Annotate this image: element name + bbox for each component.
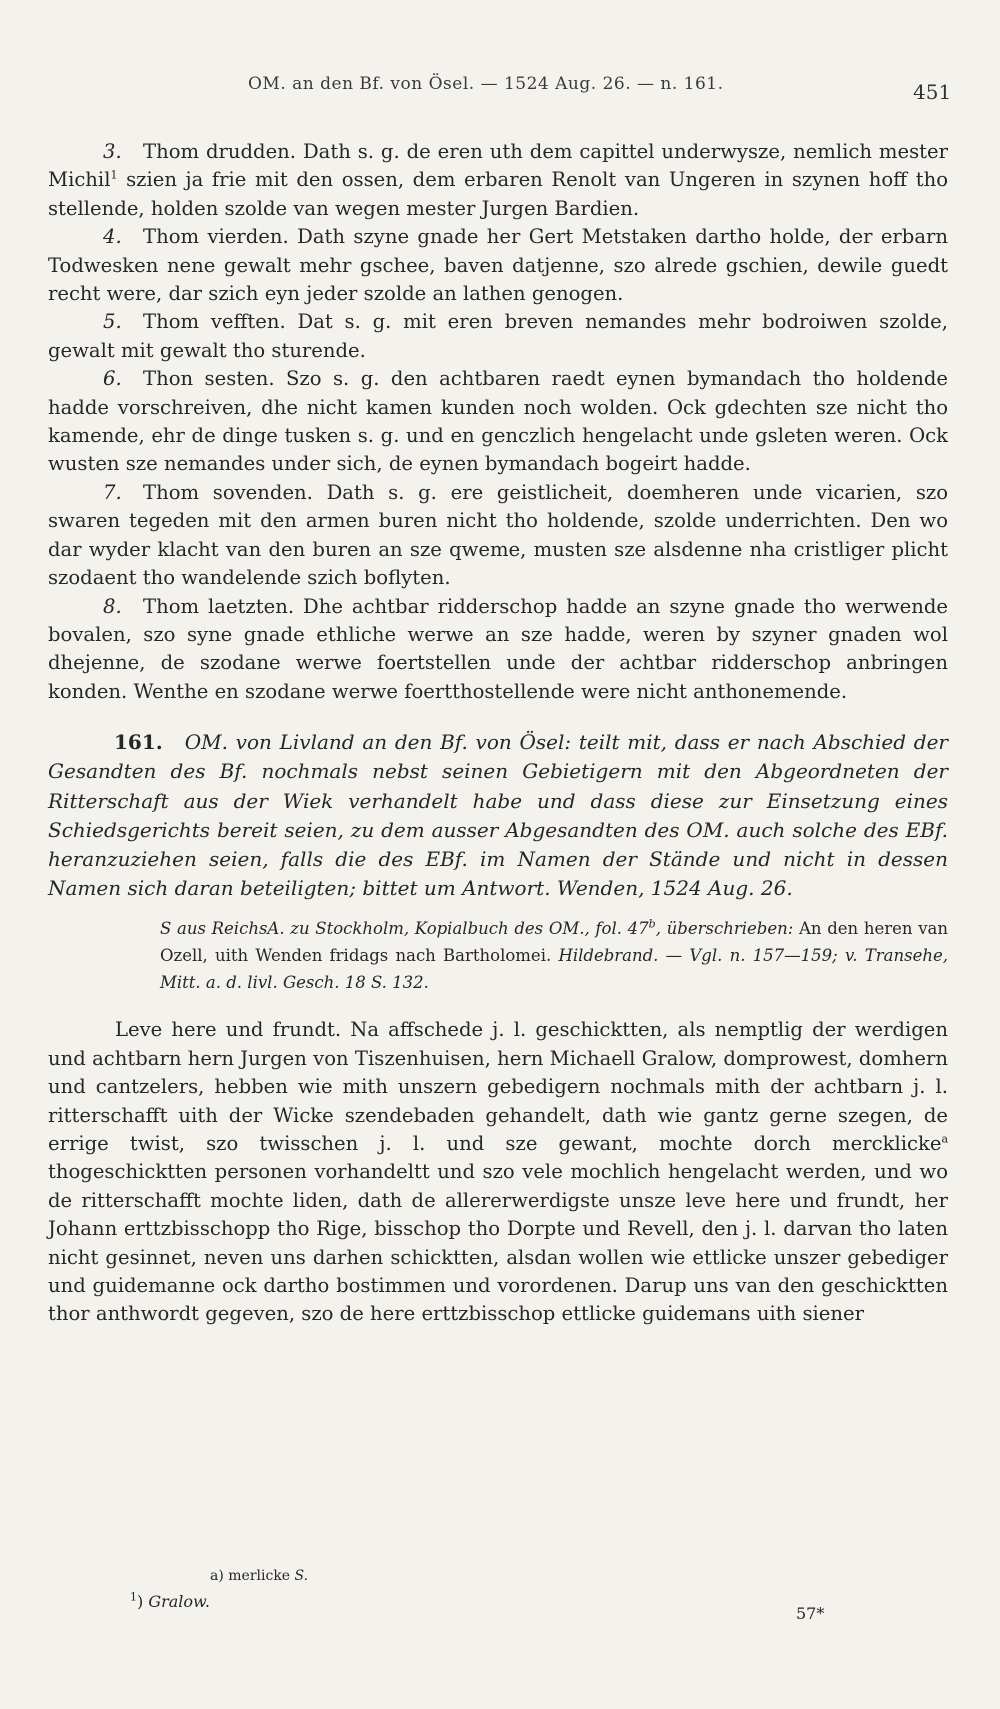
point-3 [48, 138, 948, 223]
footnote-text: merlicke [228, 1568, 291, 1584]
point-text: Thom drudden. Dath s. g. de eren uth dem capittel underwysze, nemlich mester Michil [48, 140, 948, 192]
footnote-label: 1 [130, 1590, 137, 1604]
point-text: Thon sesten. Szo s. g. den achtbaren raedt eynen bymandach tho holdende hadde vorschreiven, dhe nicht kamen kunden noch wolden. Ock gdechten sze nicht tho kamende, ehr de dinge tusken s. g. und en genczlich hengelacht unde gsleten weren. Ock wusten sze nemandes under sich, de eynen bymandach bogeirt hadde. [48, 367, 948, 476]
document-number: 161. [114, 730, 163, 755]
point-8 [48, 593, 948, 707]
point-6 [48, 365, 948, 479]
factual-footnote: $^1$) Gralow. [130, 1590, 210, 1611]
point-number: 6. [103, 367, 122, 391]
footnote-label: a) [210, 1568, 224, 1584]
letter-text [48, 1016, 948, 1328]
point-number: 3. [103, 140, 122, 163]
variant-footnote [210, 1568, 308, 1584]
page-number: 451 [913, 80, 952, 104]
source-address: An den heren van Ozell, uith Wenden fridags nach Bartholomei. [160, 919, 948, 966]
point-text: Thom sovenden. Dath s. g. ere geistlicheit, doemheren unde vicarien, szo swaren tegeden mit den armen buren nicht tho holdende, szolde underrichten. Den wo dar wyder klacht van den buren an sze qweme, musten sze alsdenne nha cristliger plicht szodaent tho wandelende szich boflyten. [48, 480, 948, 590]
point-number: 7. [103, 480, 122, 504]
folio-superscript: b [648, 917, 656, 931]
main-text [48, 138, 948, 1329]
point-number: 5. [103, 310, 122, 334]
footnote-ref: 1 [110, 168, 118, 182]
letter-body: Leve here und frundt. Na affschede j. l. geschicktten, als nemptlig der werdigen und achtbarn hern Jurgen von Tiszenhuisen, hern Michaell Gralow, domprowest, domhern und cantzelers, hebben wie mith unszern gebedigern nochmals mith der achtbarn j. l. ritterschafft uith der Wicke szendebaden gehandelt, dath wie gantz gerne szegen, de errige twist, szo twisschen j. l. und sze gewant, mochte dorch mercklicke [48, 1018, 948, 1155]
document-regest [48, 728, 948, 903]
point-5 [48, 308, 948, 365]
point-text-cont: szien ja frie mit den ossen, dem erbaren Renolt van Ungeren in szynen hoff tho stellende, holden szolde van wegen mester Jurgen Bardien. [48, 168, 948, 220]
point-4 [48, 223, 948, 308]
point-text: Thom laetzten. Dhe achtbar ridderschop hadde an szyne gnade tho werwende bovalen, szo syne gnade ethliche werwe an sze hadde, weren by szyner gnaden wol dhejenne, de szodane werwe foertstellen unde der achtbar ridderschop anbringen konden. Wenthe en szodane werwe foertthostellende were nicht anthonemende. [48, 594, 948, 703]
point-number: 8. [103, 594, 122, 618]
regest-text: OM. von Livland an den Bf. von Ösel: teilt mit, dass er nach Abschied der Gesandten des Bf. nochmals nebst seinen Gebietigern mit den Abgeordneten der Ritterschaft aus der Wiek verhandelt habe und dass diese zur Einsetzung eines Schiedsgerichts bereit seien, zu dem ausser Abgesandten des OM. auch solche des EBf. heranzuziehen seien, falls die des EBf. im Namen der Stände und nicht in dessen Namen sich daran beteiligten; bittet um Antwort. Wenden, 1524 Aug. 26. [48, 730, 948, 901]
point-text: Thom vefften. Dat s. g. mit eren breven nemandes mehr bodroiwen szolde, gewalt mit gewalt tho sturende. [48, 310, 948, 362]
source-caption: , überschrieben: [655, 919, 794, 939]
signature-mark: 57* [796, 1604, 825, 1623]
source-archive: S aus ReichsA. zu Stockholm, Kopialbuch des OM., fol. 47 [160, 919, 649, 939]
point-text: Thom vierden. Dath szyne gnade her Gert Metstaken dartho holde, der erbarn Todwesken nene gewalt mehr gschee, baven datjenne, szo alrede gschien, dewile guedt recht were, dar szich eyn jeder szolde an lathen genogen. [48, 225, 948, 306]
letter-body-cont: thogeschicktten personen vorhandeltt und szo vele mochlich hengelacht werden, und wo de ritterschafft mochte liden, dath de allererwerdigste unsze leve here und frundt, her Johann erttzbisschopp tho Rige, bisschop tho Dorpte und Revell, den j. l. darvan tho laten nicht gesinnet, neven uns darhen schicktten, alsdan wollen wie ettlicke unszer gebediger und guidemanne ock dartho bostimmen und vorordenen. Darup uns van den geschicktten thor anthwordt gegeven, szo de here erttzbisschop ettlicke guidemans uith siener [48, 1160, 948, 1326]
source-references: Hildebrand. — Vgl. n. 157—159; v. Transehe, Mitt. a. d. livl. Gesch. 18 S. 132. [160, 946, 948, 993]
point-number: 4. [103, 225, 122, 249]
point-7 [48, 479, 948, 593]
running-head: OM. an den Bf. von Ösel. — 1524 Aug. 26. — n. 161. [248, 74, 724, 94]
source-note [160, 915, 948, 996]
footnote-text: Gralow. [148, 1592, 210, 1611]
footnote-source: S. [294, 1568, 309, 1584]
variant-note-ref: a [941, 1132, 948, 1146]
